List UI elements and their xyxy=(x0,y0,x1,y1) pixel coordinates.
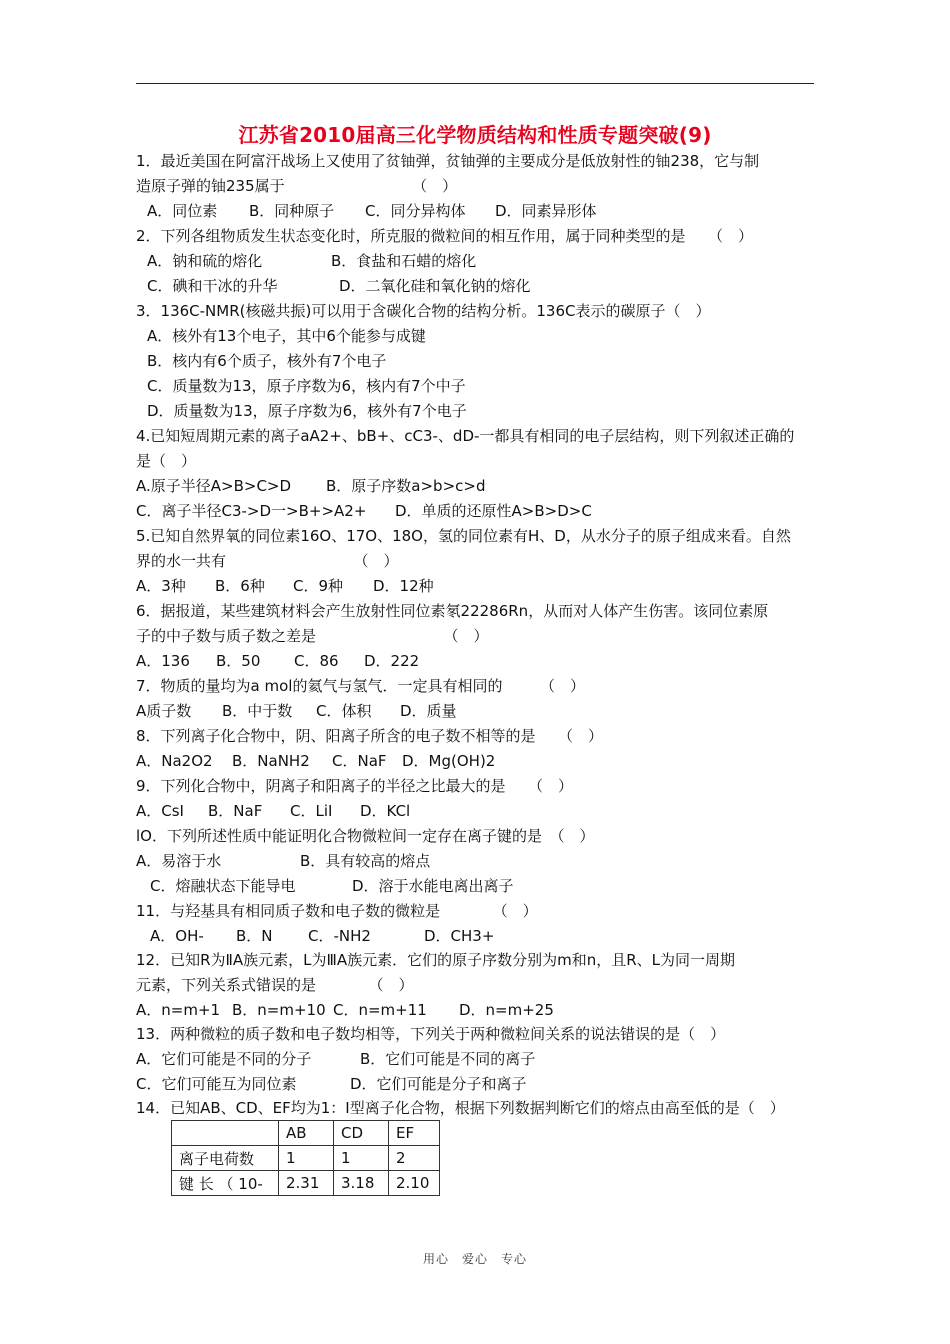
q3-option-a[interactable]: A．核外有13个电子，其中6个能参与成键 xyxy=(147,327,426,345)
q10-option-b[interactable]: B．具有较高的熔点 xyxy=(300,852,431,870)
q9-option-b[interactable]: B．NaF xyxy=(208,802,263,820)
table-header-cell xyxy=(172,1121,279,1146)
q9-option-d[interactable]: D．KCl xyxy=(360,802,411,820)
q4-option-c[interactable]: C．离子半径C3->D一>B+>A2+ xyxy=(136,502,367,520)
q12-option-c[interactable]: C．n=m+11 xyxy=(333,1001,427,1019)
q13-stem-line-1: 13．两种微粒的质子数和电子数均相等，下列关于两种微粒间关系的说法错误的是（ ） xyxy=(136,1025,726,1043)
table-row xyxy=(172,1146,440,1171)
q8-options xyxy=(136,751,495,771)
q5-stem-line-1: 5.已知自然界氧的同位素16O、17O、18O，氢的同位素有H、D，从水分子的原子组成来看。自然 xyxy=(136,527,791,545)
q13-option-a[interactable]: A．它们可能是不同的分子 xyxy=(136,1050,312,1068)
q11-option-d[interactable]: D．CH3+ xyxy=(424,927,495,945)
ionic-compound-data-table xyxy=(171,1120,440,1196)
q11-option-a[interactable]: A．OH- xyxy=(150,927,204,945)
table-header-cell: AB xyxy=(279,1121,334,1146)
q5-option-d[interactable]: D．12种 xyxy=(373,577,434,595)
q12-stem-line-1: 12．已知R为ⅡA族元素，L为ⅢA族元素．它们的原子序数分别为m和n，且R、L为同一周期 xyxy=(136,951,736,969)
q10-options-row-1 xyxy=(136,851,430,871)
q12-option-d[interactable]: D．n=m+25 xyxy=(459,1001,554,1019)
table-cell: 2 xyxy=(389,1146,440,1171)
q6-stem-line-1: 6．据报道，某些建筑材料会产生放射性同位素氡22286Rn，从而对人体产生伤害。该同位素原 xyxy=(136,602,769,620)
q12-option-b[interactable]: B．n=m+10 xyxy=(232,1001,326,1019)
q11-option-c[interactable]: C．-NH2 xyxy=(308,927,371,945)
q12-option-a[interactable]: A．n=m+1 xyxy=(136,1001,221,1019)
q4-stem-line-1: 4.已知短周期元素的离子aA2+、bB+、cC3-、dD-一都具有相同的电子层结构，则下列叙述正确的 xyxy=(136,427,795,445)
q1-option-d[interactable]: D．同素异形体 xyxy=(495,202,597,220)
q10-stem-line-1: lO．下列所述性质中能证明化合物微粒间一定存在离子键的是 （ ） xyxy=(136,827,595,845)
q3-stem-line-1: 3．136C-NMR(核磁共振)可以用于含碳化合物的结构分析。136C表示的碳原子（ ） xyxy=(136,302,711,320)
table-header-row xyxy=(172,1121,440,1146)
q13-options-row-2 xyxy=(136,1074,527,1094)
q10-option-c[interactable]: C．熔融状态下能导电 xyxy=(150,877,296,895)
q9-options xyxy=(136,801,410,821)
table-header-cell: CD xyxy=(334,1121,389,1146)
q11-option-b[interactable]: B．N xyxy=(236,927,273,945)
q3-option-b[interactable]: B．核内有6个质子，核外有7个电子 xyxy=(147,352,387,370)
q4-option-a[interactable]: A.原子半径A>B>C>D xyxy=(136,477,292,495)
q8-option-a[interactable]: A．Na2O2 xyxy=(136,752,213,770)
q3-option-c[interactable]: C．质量数为13，原子序数为6，核内有7个中子 xyxy=(147,377,466,395)
q4-stem-line-2: 是（ ） xyxy=(136,452,197,470)
table-cell: 键 长 （ 10- xyxy=(172,1171,279,1196)
q1-stem-line-2: 造原子弹的铀235属于 （ ） xyxy=(136,177,458,195)
q6-option-d[interactable]: D．222 xyxy=(364,652,420,670)
q5-option-c[interactable]: C．9种 xyxy=(293,577,344,595)
q7-options xyxy=(136,701,457,721)
q1-option-b[interactable]: B．同种原子 xyxy=(249,202,335,220)
q12-stem-line-2: 元素，下列关系式错误的是 （ ） xyxy=(136,976,414,994)
q13-option-c[interactable]: C．它们可能互为同位素 xyxy=(136,1075,297,1093)
q8-option-b[interactable]: B．NaNH2 xyxy=(232,752,310,770)
q5-option-b[interactable]: B．6种 xyxy=(215,577,265,595)
q10-option-d[interactable]: D．溶于水能电离出离子 xyxy=(352,877,514,895)
q11-options xyxy=(150,926,494,946)
table-cell: 1 xyxy=(334,1146,389,1171)
q7-option-b[interactable]: B．中于数 xyxy=(222,702,293,720)
q14-stem-line-1: 14．已知AB、CD、EF均为1：I型离子化合物，根据下列数据判断它们的熔点由高至低的是（ ） xyxy=(136,1099,785,1117)
q8-option-c[interactable]: C．NaF xyxy=(332,752,387,770)
q6-option-b[interactable]: B．50 xyxy=(216,652,261,670)
q9-option-c[interactable]: C．LiI xyxy=(290,802,333,820)
q2-option-b[interactable]: B．食盐和石蜡的熔化 xyxy=(331,252,477,270)
q5-option-a[interactable]: A．3种 xyxy=(136,577,186,595)
table-cell: 3.18 xyxy=(334,1171,389,1196)
table-row xyxy=(172,1171,440,1196)
document-title: 江苏省2010届高三化学物质结构和性质专题突破(9) xyxy=(238,123,712,147)
q5-options xyxy=(136,576,434,596)
q13-option-b[interactable]: B．它们可能是不同的离子 xyxy=(360,1050,536,1068)
q6-option-a[interactable]: A．136 xyxy=(136,652,190,670)
page-footer: 用心 爱心 专心 xyxy=(422,1252,527,1266)
q10-option-a[interactable]: A．易溶于水 xyxy=(136,852,222,870)
q4-option-d[interactable]: D．单质的还原性A>B>D>C xyxy=(395,502,592,520)
q1-option-a[interactable]: A．同位素 xyxy=(147,202,218,220)
q13-options-row-1 xyxy=(136,1049,535,1069)
table-cell: 离子电荷数 xyxy=(172,1146,279,1171)
table-header-cell: EF xyxy=(389,1121,440,1146)
table-cell: 1 xyxy=(279,1146,334,1171)
q6-options xyxy=(136,651,419,671)
q4-options-row-1 xyxy=(136,476,485,496)
q8-stem-line-1: 8．下列离子化合物中，阴、阳离子所含的电子数不相等的是 （ ） xyxy=(136,727,604,745)
q5-stem-line-2: 界的水一共有 （ ） xyxy=(136,552,399,570)
q2-option-c[interactable]: C．碘和干冰的升华 xyxy=(147,277,278,295)
q11-stem-line-1: 11．与羟基具有相同质子数和电子数的微粒是 （ ） xyxy=(136,902,538,920)
q7-option-d[interactable]: D．质量 xyxy=(400,702,457,720)
q2-options-row-1 xyxy=(147,251,476,271)
q1-option-c[interactable]: C．同分异构体 xyxy=(365,202,466,220)
q8-option-d[interactable]: D．Mg(OH)2 xyxy=(402,752,496,770)
q7-option-a[interactable]: A质子数 xyxy=(136,702,192,720)
q10-options-row-2 xyxy=(150,876,514,896)
q6-stem-line-2: 子的中子数与质子数之差是 （ ） xyxy=(136,627,489,645)
q1-stem-line-1: 1．最近美国在阿富汗战场上又使用了贫铀弹，贫铀弹的主要成分是低放射性的铀238，它与制 xyxy=(136,152,760,170)
q4-options-row-2 xyxy=(136,501,592,521)
q7-option-c[interactable]: C．体积 xyxy=(316,702,372,720)
q9-stem-line-1: 9．下列化合物中，阴离子和阳离子的半径之比最大的是 （ ） xyxy=(136,777,574,795)
header-rule xyxy=(136,83,814,84)
table-cell: 2.10 xyxy=(389,1171,440,1196)
q1-options xyxy=(147,201,597,221)
q6-option-c[interactable]: C．86 xyxy=(294,652,339,670)
q2-stem-line-1: 2．下列各组物质发生状态变化时，所克服的微粒间的相互作用，属于同种类型的是 （ ） xyxy=(136,227,754,245)
q3-option-d[interactable]: D．质量数为13，原子序数为6，核外有7个电子 xyxy=(147,402,467,420)
table-cell: 2.31 xyxy=(279,1171,334,1196)
q9-option-a[interactable]: A．CsI xyxy=(136,802,184,820)
q7-stem-line-1: 7．物质的量均为a mol的氦气与氢气．一定具有相同的 （ ） xyxy=(136,677,585,695)
q2-options-row-2 xyxy=(147,276,531,296)
q4-option-b[interactable]: B．原子序数a>b>c>d xyxy=(326,477,486,495)
q2-option-a[interactable]: A．钠和硫的熔化 xyxy=(147,252,263,270)
q13-option-d[interactable]: D．它们可能是分子和离子 xyxy=(350,1075,527,1093)
q2-option-d[interactable]: D．二氧化硅和氧化钠的熔化 xyxy=(339,277,531,295)
q12-options xyxy=(136,1000,554,1020)
